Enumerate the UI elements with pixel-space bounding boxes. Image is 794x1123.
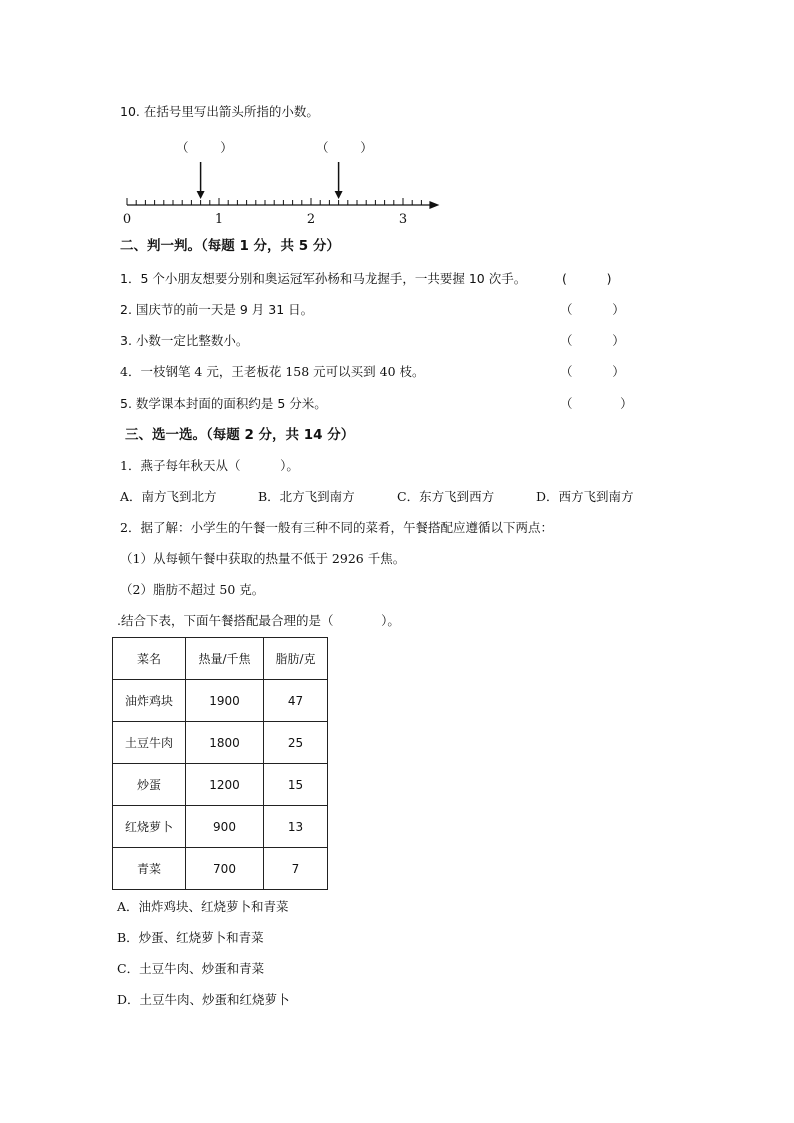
- table-cell-fat: 25: [264, 722, 328, 764]
- table-row: [113, 722, 328, 764]
- axis-arrowhead: [429, 201, 439, 209]
- table-row: [113, 848, 328, 890]
- pointer-arrow-head: [335, 191, 343, 199]
- choice-q2-option-b[interactable]: B．炒蛋、红烧萝卜和青菜: [117, 930, 264, 945]
- judge-blank-2[interactable]: （ ）: [560, 302, 625, 317]
- table-row: [113, 806, 328, 848]
- table-header-row: [113, 638, 328, 680]
- judge-item-2: 2. 国庆节的前一天是 9 月 31 日。: [120, 302, 314, 317]
- table-cell-dish: 青菜: [113, 848, 186, 890]
- table-cell-energy: 700: [186, 848, 264, 890]
- judge-blank-4[interactable]: （ ）: [560, 364, 625, 379]
- table-cell-energy: 1900: [186, 680, 264, 722]
- tick-label: 1: [214, 212, 224, 227]
- choice-q1-option-b[interactable]: B．北方飞到南方: [258, 489, 355, 504]
- choice-q2-option-d[interactable]: D．土豆牛肉、炒蛋和红烧萝卜: [117, 992, 290, 1007]
- judge-blank-3[interactable]: （ ）: [560, 333, 625, 348]
- choice-q1-text: 1．燕子每年秋天从（ ）。: [120, 458, 299, 473]
- table-cell-dish: 油炸鸡块: [113, 680, 186, 722]
- table-cell-fat: 15: [264, 764, 328, 806]
- choice-q1-option-a[interactable]: A．南方飞到北方: [120, 489, 217, 504]
- nutrition-table: [112, 637, 328, 890]
- judge-blank-5[interactable]: （ ）: [560, 396, 633, 411]
- table-cell-fat: 13: [264, 806, 328, 848]
- table-cell-fat: 7: [264, 848, 328, 890]
- section2-heading: 二、判一判。（每题 1 分，共 5 分）: [120, 238, 340, 254]
- choice-q2-condition-1: （1）从每顿午餐中获取的热量不低于 2926 千焦。: [120, 551, 406, 566]
- table-row: [113, 680, 328, 722]
- table-row: [113, 764, 328, 806]
- table-cell-energy: 1200: [186, 764, 264, 806]
- judge-item-4: 4．一枝钢笔 4 元，王老板花 158 元可以买到 40 枝。: [120, 364, 425, 379]
- table-cell-energy: 900: [186, 806, 264, 848]
- section3-heading: 三、选一选。（每题 2 分，共 14 分）: [125, 427, 355, 443]
- tick-label: 0: [122, 212, 132, 227]
- table-cell-dish: 红烧萝卜: [113, 806, 186, 848]
- table-cell-fat: 47: [264, 680, 328, 722]
- table-cell-dish: 炒蛋: [113, 764, 186, 806]
- judge-item-1: 1．5 个小朋友想要分别和奥运冠军孙杨和马龙握手，一共要握 10 次手。: [120, 271, 527, 286]
- choice-q1-option-d[interactable]: D．西方飞到南方: [536, 489, 634, 504]
- pointer-arrow-head: [197, 191, 205, 199]
- judge-item-3: 3. 小数一定比整数小。: [120, 333, 249, 348]
- table-header: 脂肪/克: [264, 638, 328, 680]
- judge-item-5: 5. 数学课本封面的面积约是 5 分米。: [120, 396, 327, 411]
- q10-title: 10. 在括号里写出箭头所指的小数。: [120, 104, 319, 119]
- table-cell-dish: 土豆牛肉: [113, 722, 186, 764]
- choice-q1-option-c[interactable]: C．东方飞到西方: [397, 489, 495, 504]
- judge-blank-1[interactable]: ( ): [562, 271, 612, 286]
- choice-q2-text: 2．据了解：小学生的午餐一般有三种不同的菜肴，午餐搭配应遵循以下两点：: [120, 520, 553, 535]
- table-cell-energy: 1800: [186, 722, 264, 764]
- q10-answer-blank-left[interactable]: （ ）: [176, 140, 233, 155]
- q10-answer-blank-right[interactable]: （ ）: [316, 140, 373, 155]
- tick-label: 3: [398, 212, 408, 227]
- table-header: 菜名: [113, 638, 186, 680]
- choice-q2-condition-2: （2）脂肪不超过 50 克。: [120, 582, 265, 597]
- number-line: [0, 0, 794, 240]
- tick-label: 2: [306, 212, 316, 227]
- choice-q2-prompt: .结合下表，下面午餐搭配最合理的是（ ）。: [117, 613, 400, 628]
- choice-q2-option-c[interactable]: C．土豆牛肉、炒蛋和青菜: [117, 961, 265, 976]
- table-header: 热量/千焦: [186, 638, 264, 680]
- choice-q2-option-a[interactable]: A．油炸鸡块、红烧萝卜和青菜: [117, 899, 289, 914]
